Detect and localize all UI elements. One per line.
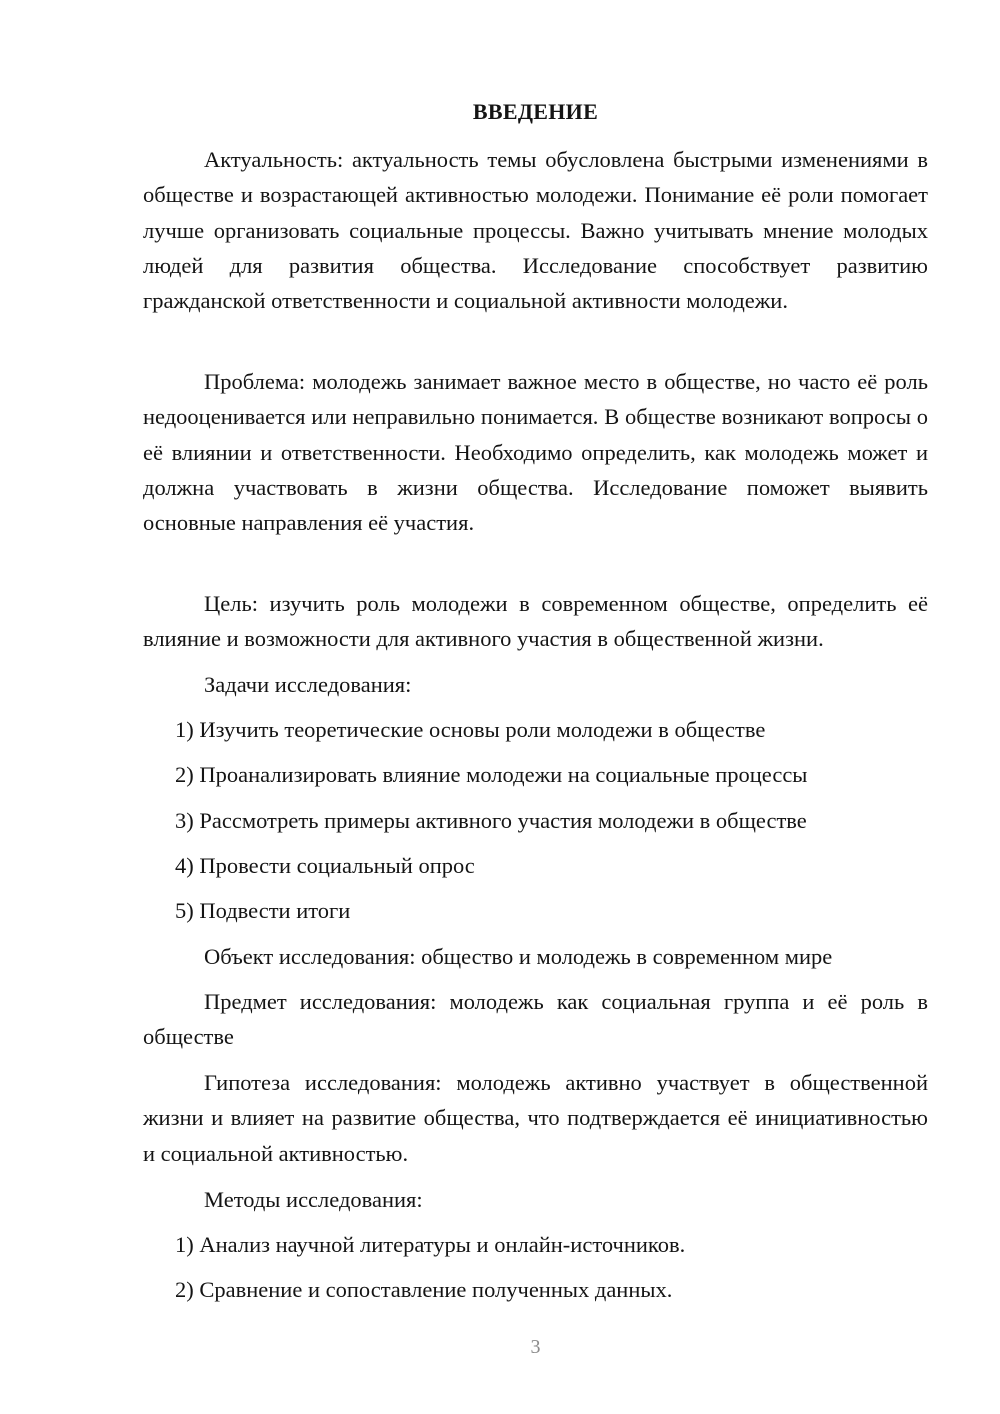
list-item: 2) Сравнение и сопоставление полученных данных. bbox=[175, 1277, 673, 1302]
list-item: 1) Анализ научной литературы и онлайн-источников. bbox=[175, 1232, 686, 1257]
paragraph-object: Объект исследования: общество и молодежь в современном мире bbox=[204, 944, 833, 969]
list-item: 4) Провести социальный опрос bbox=[175, 853, 475, 878]
tasks-heading: Задачи исследования: bbox=[204, 672, 412, 697]
document-page bbox=[143, 0, 928, 1414]
list-item: 5) Подвести итоги bbox=[175, 898, 351, 923]
list-item: 1) Изучить теоретические основы роли молодежи в обществе bbox=[175, 717, 766, 742]
paragraph-subject: Предмет исследования: молодежь как социальная группа и её роль в обществе bbox=[143, 989, 928, 1050]
page-number: 3 bbox=[530, 1336, 541, 1358]
paragraph-goal: Цель: изучить роль молодежи в современном обществе, определить её влияние и возможности для активного участия в общественной жизни. bbox=[143, 591, 928, 652]
paragraph-relevance: Актуальность: актуальность темы обусловлена быстрыми изменениями в обществе и возрастающей активностью молодежи. Понимание её роли помогает лучше организовать социальные процессы. Важно учитывать мнение молодых людей для развития общества. Исследование способствует развитию гражданской ответственности и социальной активности молодежи. bbox=[143, 147, 928, 314]
list-item: 2) Проанализировать влияние молодежи на социальные процессы bbox=[175, 762, 808, 787]
page-title: ВВЕДЕНИЕ bbox=[472, 99, 599, 124]
paragraph-problem: Проблема: молодежь занимает важное место в обществе, но часто её роль недооценивается или неправильно понимается. В обществе возникают вопросы о её влиянии и ответственности. Необходимо определить, как молодежь может и должна участвовать в жизни общества. Исследование поможет выявить основные направления её участия. bbox=[143, 369, 928, 536]
list-item: 3) Рассмотреть примеры активного участия молодежи в обществе bbox=[175, 808, 807, 833]
methods-heading: Методы исследования: bbox=[204, 1187, 423, 1212]
paragraph-hypothesis: Гипотеза исследования: молодежь активно участвует в общественной жизни и влияет на развитие общества, что подтверждается её инициативностью и социальной активностью. bbox=[143, 1070, 928, 1166]
